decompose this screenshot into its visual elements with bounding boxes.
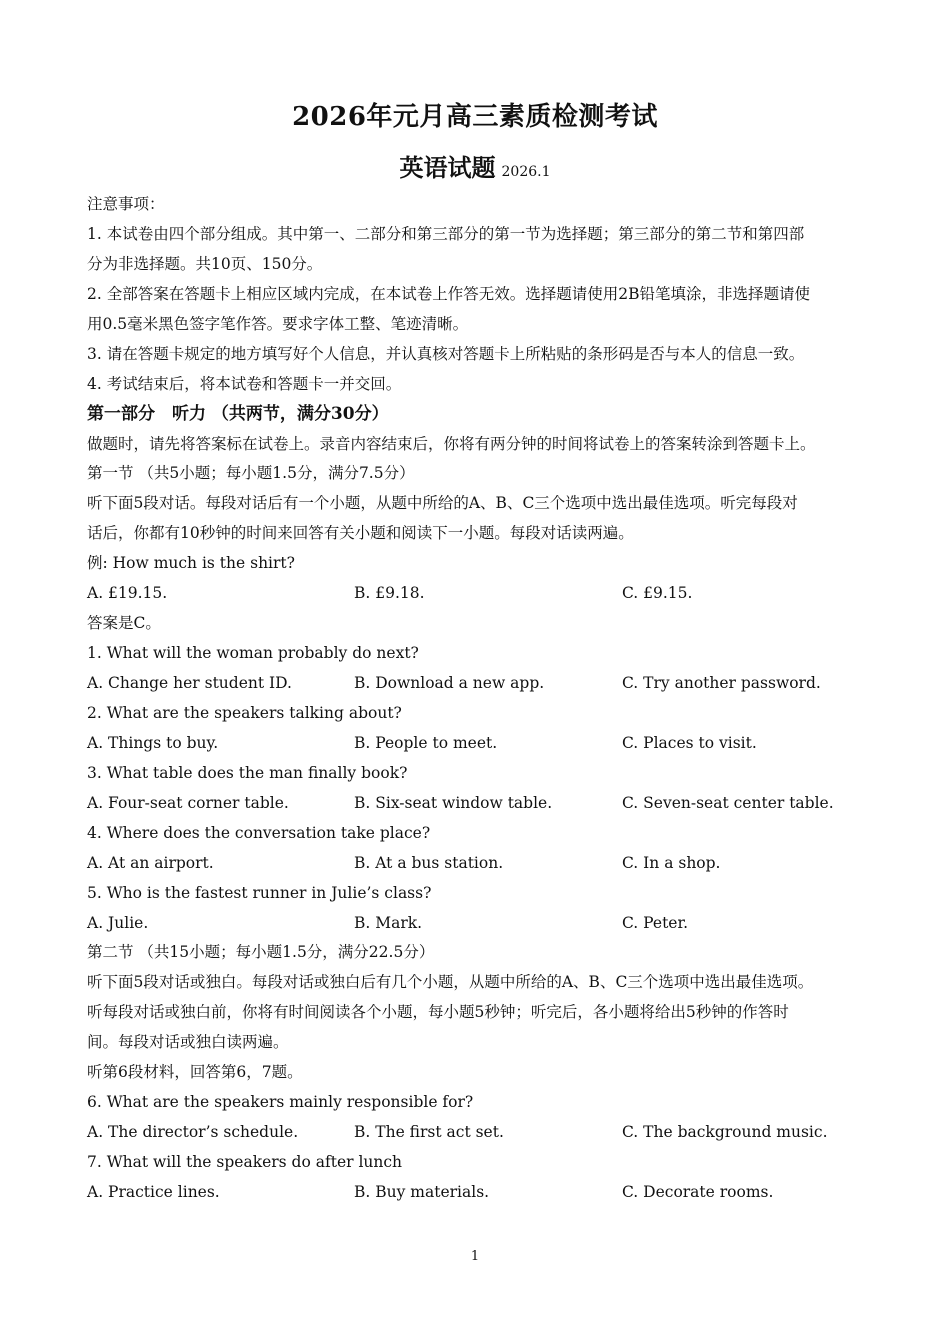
section2-instruction: 听每段对话或独白前，你将有时间阅读各个小题，每小题5秒钟；听完后，各小题将给出5秒钟的作答时 bbox=[87, 1003, 789, 1022]
notice-line: 分为非选择题。共10页、150分。 bbox=[87, 254, 323, 273]
notice-line: 3. 请在答题卡规定的地方填写好个人信息，并认真核对答题卡上所粘贴的条形码是否与本人的信息一致。 bbox=[87, 344, 805, 363]
notice-heading: 注意事项： bbox=[87, 195, 165, 213]
question-options bbox=[87, 909, 869, 939]
option-c: C. The background music. bbox=[622, 1123, 828, 1142]
material-label: 听第6段材料，回答第6，7题。 bbox=[87, 1063, 303, 1082]
notice-line: 2. 全部答案在答题卡上相应区域内完成，在本试卷上作答无效。选择题请使用2B铅笔填涂，非选择题请使 bbox=[87, 284, 810, 303]
exam-body bbox=[87, 190, 869, 1208]
question: 6. What are the speakers mainly responsible for? bbox=[87, 1093, 474, 1112]
option-a: A. Practice lines. bbox=[87, 1182, 220, 1201]
section1-heading: 第一节 （共5小题；每小题1.5分，满分7.5分） bbox=[87, 464, 415, 483]
question: 1. What will the woman probably do next? bbox=[87, 644, 419, 663]
option-c: C. Try another password. bbox=[622, 674, 821, 692]
example-options bbox=[87, 579, 869, 609]
option-a: A. Four-seat corner table. bbox=[87, 793, 289, 812]
section2-instruction: 间。每段对话或独白读两遍。 bbox=[87, 1033, 289, 1052]
subject-title: 英语试题 bbox=[399, 153, 496, 182]
question-options bbox=[87, 789, 869, 819]
option-a: A. Change her student ID. bbox=[87, 674, 292, 692]
option-a: A. Julie. bbox=[87, 913, 149, 932]
example-question: 例: How much is the shirt? bbox=[87, 554, 295, 573]
option-c: C. In a shop. bbox=[622, 853, 721, 872]
exam-subtitle bbox=[0, 148, 950, 183]
page-number: 1 bbox=[470, 1249, 480, 1264]
question: 5. Who is the fastest runner in Julie’s class? bbox=[87, 883, 432, 902]
option-b: B. At a bus station. bbox=[354, 853, 504, 872]
part1-instruction: 做题时，请先将答案标在试卷上。录音内容结束后，你将有两分钟的时间将试卷上的答案转涂到答题卡上。 bbox=[87, 434, 816, 453]
option-a: A. At an airport. bbox=[87, 853, 214, 872]
option-b: B. Buy materials. bbox=[354, 1182, 490, 1201]
notice-line: 用0.5毫米黑色签字笔作答。要求字体工整、笔迹清晰。 bbox=[87, 314, 469, 333]
section1-instruction: 话后，你都有10秒钟的时间来回答有关小题和阅读下一小题。每段对话读两遍。 bbox=[87, 524, 634, 543]
section1-instruction: 听下面5段对话。每段对话后有一个小题，从题中所给的A、B、C三个选项中选出最佳选项。听完每段对 bbox=[87, 494, 798, 513]
question: 2. What are the speakers talking about? bbox=[87, 703, 402, 722]
option-c: C. Peter. bbox=[622, 913, 689, 932]
question-options bbox=[87, 669, 869, 699]
example-answer: 答案是C。 bbox=[87, 614, 161, 633]
option-a: A. The director’s schedule. bbox=[87, 1123, 299, 1142]
option-b: B. The first act set. bbox=[354, 1123, 504, 1142]
notice-line: 4. 考试结束后，将本试卷和答题卡一并交回。 bbox=[87, 374, 402, 393]
question: 7. What will the speakers do after lunch bbox=[87, 1153, 403, 1171]
exam-date: 2026.1 bbox=[501, 164, 551, 180]
option-b: B. People to meet. bbox=[354, 733, 498, 752]
part1-heading: 第一部分 听力 （共两节，满分30分） bbox=[87, 403, 389, 424]
question-options bbox=[87, 729, 869, 759]
option-a: A. £19.15. bbox=[87, 584, 168, 603]
option-c: C. Places to visit. bbox=[622, 733, 757, 752]
option-b: B. Mark. bbox=[354, 913, 423, 932]
option-c: C. Seven-seat center table. bbox=[622, 793, 834, 812]
question-options bbox=[87, 849, 869, 879]
option-b: B. Six-seat window table. bbox=[354, 793, 553, 812]
question-options bbox=[87, 1118, 869, 1148]
question: 3. What table does the man finally book? bbox=[87, 763, 408, 782]
section2-heading: 第二节 （共15小题；每小题1.5分，满分22.5分） bbox=[87, 943, 435, 962]
exam-title: 2026年元月高三素质检测考试 bbox=[292, 102, 658, 132]
option-b: B. Download a new app. bbox=[354, 674, 545, 692]
notice-line: 1. 本试卷由四个部分组成。其中第一、二部分和第三部分的第一节为选择题；第三部分的第二节和第四部 bbox=[87, 224, 805, 243]
option-c: C. £9.15. bbox=[622, 584, 693, 603]
question-options bbox=[87, 1178, 869, 1208]
question: 4. Where does the conversation take place? bbox=[87, 823, 431, 842]
option-a: A. Things to buy. bbox=[87, 733, 219, 752]
section2-instruction: 听下面5段对话或独白。每段对话或独白后有几个小题，从题中所给的A、B、C三个选项中选出最佳选项。 bbox=[87, 973, 814, 992]
option-c: C. Decorate rooms. bbox=[622, 1182, 774, 1201]
option-b: B. £9.18. bbox=[354, 584, 425, 603]
